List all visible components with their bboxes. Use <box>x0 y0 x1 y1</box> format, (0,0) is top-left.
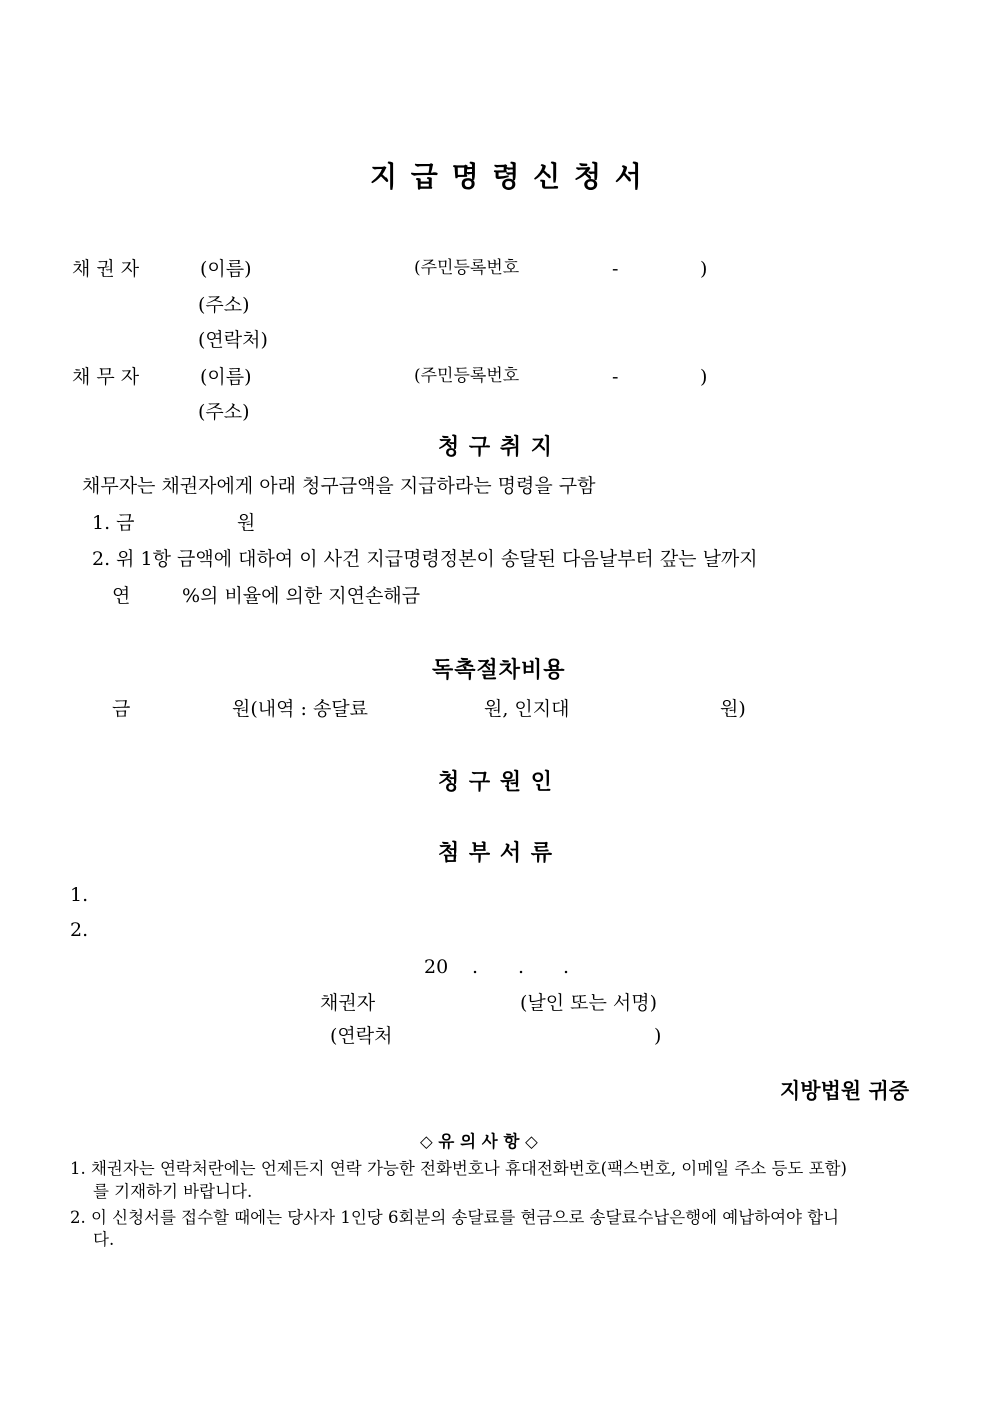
creditor-rrn-dash: - <box>612 258 619 280</box>
court-addressee: 지방법원 귀중 <box>780 1078 910 1103</box>
signature-seal-label: (날인 또는 서명) <box>520 992 658 1014</box>
creditor-rrn-label: (주민등록번호 <box>414 258 520 278</box>
attachments-heading: 첨 부 서 류 <box>438 840 553 866</box>
note-item2-line1: 2. 이 신청서를 접수할 때에는 당사자 1인당 6회분의 송달료를 현금으로 송달료수납은행에 예납하여야 합니 <box>70 1208 840 1227</box>
attachment-item-1: 1. <box>70 884 89 906</box>
date-dot-1: . <box>472 956 479 978</box>
claim-item2-line1: 2. 위 1항 금액에 대하여 이 사건 지급명령정본이 송달된 다음날부터 갚는 날까지 <box>92 548 758 570</box>
note-item1-line1: 1. 채권자는 연락처란에는 언제든지 연락 가능한 전화번호나 휴대전화번호(팩스번호, 이메일 주소 등도 포함) <box>70 1159 847 1178</box>
claim-cause-heading: 청 구 원 인 <box>438 769 553 795</box>
signature-contact-close: ) <box>654 1025 662 1047</box>
note-item1-line2: 를 기재하기 바랍니다. <box>93 1182 253 1201</box>
claim-item2-year: 연 <box>112 585 131 607</box>
costs-detail-label: 원(내역 : 송달료 <box>232 698 369 720</box>
creditor-contact-label: (연락처) <box>198 329 268 351</box>
claim-item2-rest: %의 비율에 의한 지연손해금 <box>182 585 421 607</box>
debtor-rrn-close: ) <box>700 366 708 388</box>
claim-item1-prefix: 1. 금 <box>92 512 135 534</box>
notes-heading: ◇ 유 의 사 항 ◇ <box>420 1132 538 1151</box>
claim-purpose-intro: 채무자는 채권자에게 아래 청구금액을 지급하라는 명령을 구함 <box>82 475 596 497</box>
attachment-item-2: 2. <box>70 919 89 941</box>
claim-item1-unit: 원 <box>237 512 256 534</box>
creditor-rrn-close: ) <box>700 258 708 280</box>
debtor-address-label: (주소) <box>198 401 250 423</box>
signature-creditor-label: 채권자 <box>320 992 376 1014</box>
date-year-prefix: 20 <box>424 956 449 978</box>
costs-stamp-label: 원, 인지대 <box>484 698 570 720</box>
claim-purpose-heading: 청 구 취 지 <box>438 434 553 460</box>
debtor-rrn-label: (주민등록번호 <box>414 366 520 386</box>
costs-heading: 독촉절차비용 <box>432 657 566 683</box>
creditor-address-label: (주소) <box>198 294 250 316</box>
date-dot-3: . <box>563 956 570 978</box>
note-item2-line2: 다. <box>93 1230 115 1249</box>
debtor-label: 채 무 자 <box>72 366 140 388</box>
debtor-rrn-dash: - <box>612 366 619 388</box>
signature-contact-open: (연락처 <box>330 1025 393 1047</box>
costs-end-label: 원) <box>720 698 746 720</box>
creditor-label: 채 권 자 <box>72 258 140 280</box>
debtor-name-label: (이름) <box>200 366 252 388</box>
creditor-name-label: (이름) <box>200 258 252 280</box>
document-title: 지 급 명 령 신 청 서 <box>370 160 644 193</box>
date-dot-2: . <box>518 956 525 978</box>
costs-amount-label: 금 <box>112 698 131 720</box>
